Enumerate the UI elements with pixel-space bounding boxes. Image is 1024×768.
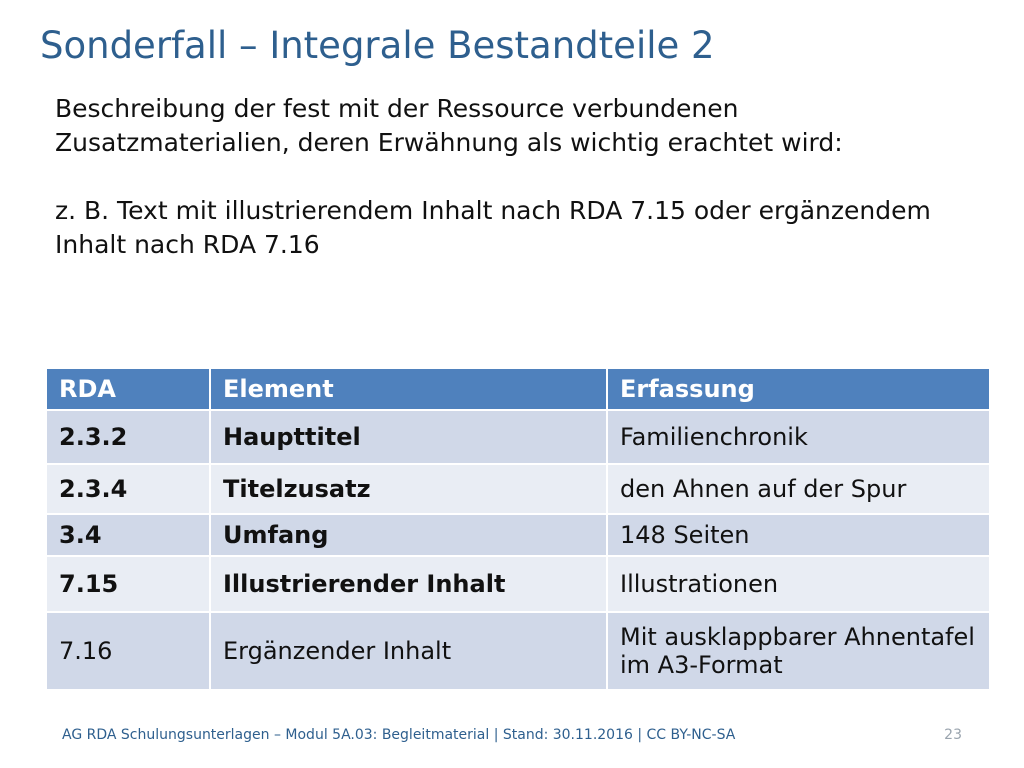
header-rda: RDA <box>46 368 210 410</box>
cell-rda: 2.3.4 <box>46 464 210 514</box>
header-element: Element <box>210 368 607 410</box>
cell-rda: 3.4 <box>46 514 210 556</box>
cell-element: Illustrierender Inhalt <box>210 556 607 612</box>
cell-element: Umfang <box>210 514 607 556</box>
cell-rda: 2.3.2 <box>46 410 210 464</box>
rda-table <box>45 367 991 691</box>
cell-element: Titelzusatz <box>210 464 607 514</box>
slide-body <box>55 92 955 262</box>
table-row <box>46 612 990 690</box>
body-paragraph-description: Beschreibung der fest mit der Ressource verbundenen Zusatzmaterialien, deren Erwähnung als wichtig erachtet wird: <box>55 94 843 157</box>
body-paragraph-example: z. B. Text mit illustrierendem Inhalt nach RDA 7.15 oder ergänzendem Inhalt nach RDA 7.16 <box>55 196 931 259</box>
cell-element: Haupttitel <box>210 410 607 464</box>
cell-erfassung: Mit ausklappbarer Ahnentafel im A3-Format <box>607 612 990 690</box>
table-row <box>46 410 990 464</box>
cell-rda: 7.16 <box>46 612 210 690</box>
table-row <box>46 514 990 556</box>
header-erfassung: Erfassung <box>607 368 990 410</box>
cell-erfassung: den Ahnen auf der Spur <box>607 464 990 514</box>
page-number: 23 <box>944 727 962 743</box>
footer-text: AG RDA Schulungsunterlagen – Modul 5A.03: Begleitmaterial | Stand: 30.11.2016 | CC BY-NC-SA <box>62 727 736 743</box>
cell-erfassung: 148 Seiten <box>607 514 990 556</box>
table-row <box>46 464 990 514</box>
cell-element: Ergänzender Inhalt <box>210 612 607 690</box>
slide-title: Sonderfall – Integrale Bestandteile 2 <box>40 24 715 67</box>
cell-erfassung: Familienchronik <box>607 410 990 464</box>
table-row <box>46 556 990 612</box>
table-header-row <box>46 368 990 410</box>
cell-erfassung: Illustrationen <box>607 556 990 612</box>
cell-rda: 7.15 <box>46 556 210 612</box>
